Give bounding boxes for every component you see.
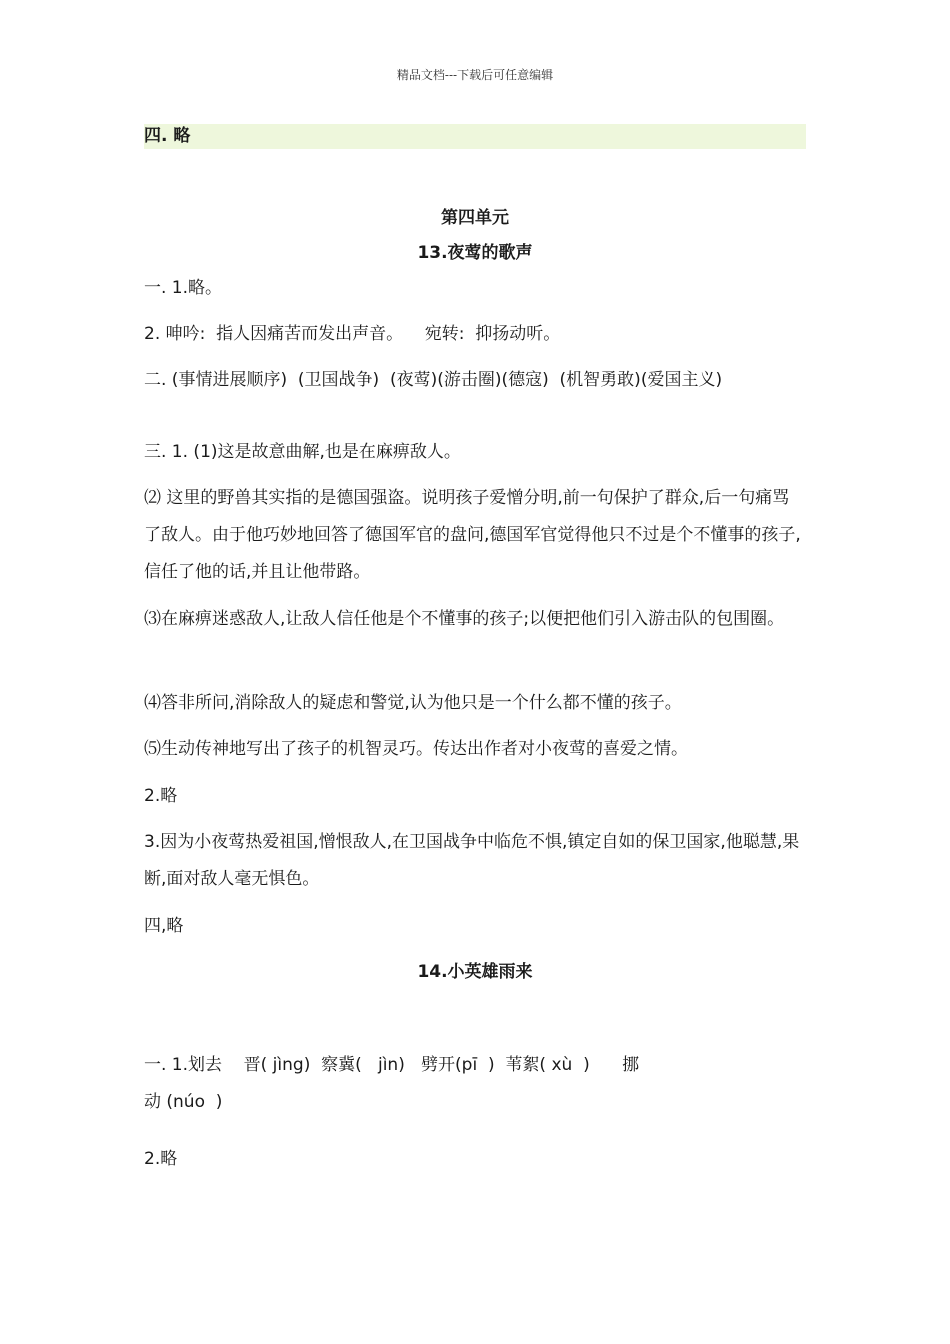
lesson13-q3-4: ⑷答非所问,消除敌人的疑虑和警觉,认为他只是一个什么都不懂的孩子。 bbox=[144, 693, 682, 713]
top-note: 四. 略 bbox=[144, 124, 806, 149]
lesson13-q3-5: ⑸生动传神地写出了孩子的机智灵巧。传达出作者对小夜莺的喜爱之情。 bbox=[144, 739, 688, 759]
lesson14-title: 14.小英雄雨来 bbox=[417, 962, 533, 982]
lesson14-q2: 2.略 bbox=[144, 1149, 178, 1169]
page-header: 精品文档---下载后可任意编辑 bbox=[396, 68, 554, 82]
lesson13-q4: 四,略 bbox=[144, 916, 184, 936]
lesson13-q1-2: 2. 呻吟: 指人因痛苦而发出声音。 宛转: 抑扬动听。 bbox=[144, 324, 561, 344]
lesson13-q3-7: 3.因为小夜莺热爱祖国,憎恨敌人,在卫国战争中临危不惧,镇定自如的保卫国家,他聪慧,果断,面对敌人毫无惧色。 bbox=[144, 832, 800, 889]
lesson14-q1-line2: 动 (núo ) bbox=[144, 1092, 223, 1112]
unit-title: 第四单元 bbox=[441, 208, 509, 228]
lesson13-q1-1: 一. 1.略。 bbox=[144, 278, 223, 298]
lesson14-q1-line1: 一. 1.划去 晋( jìng) 察冀( jìn) 劈开(pī ) 苇絮( xù ) 挪 bbox=[144, 1055, 640, 1075]
lesson13-q3-1: 三. 1. (1)这是故意曲解,也是在麻痹敌人。 bbox=[144, 442, 461, 462]
lesson13-q2: 二. (事情进展顺序) (卫国战争) (夜莺)(游击圈)(德寇) (机智勇敢)(爱国主义) bbox=[144, 370, 723, 390]
lesson13-title: 13.夜莺的歌声 bbox=[417, 243, 533, 263]
lesson13-q3-6: 2.略 bbox=[144, 786, 178, 806]
lesson13-q3-2: ⑵ 这里的野兽其实指的是德国强盗。说明孩子爱憎分明,前一句保护了群众,后一句痛骂了敌人。由于他巧妙地回答了德国军官的盘问,德国军官觉得他只不过是个不懂事的孩子,信任了他的话,并且让他带路。 bbox=[144, 488, 801, 582]
lesson13-q3-3: ⑶在麻痹迷惑敌人,让敌人信任他是个不懂事的孩子;以便把他们引入游击队的包围圈。 bbox=[144, 609, 785, 629]
